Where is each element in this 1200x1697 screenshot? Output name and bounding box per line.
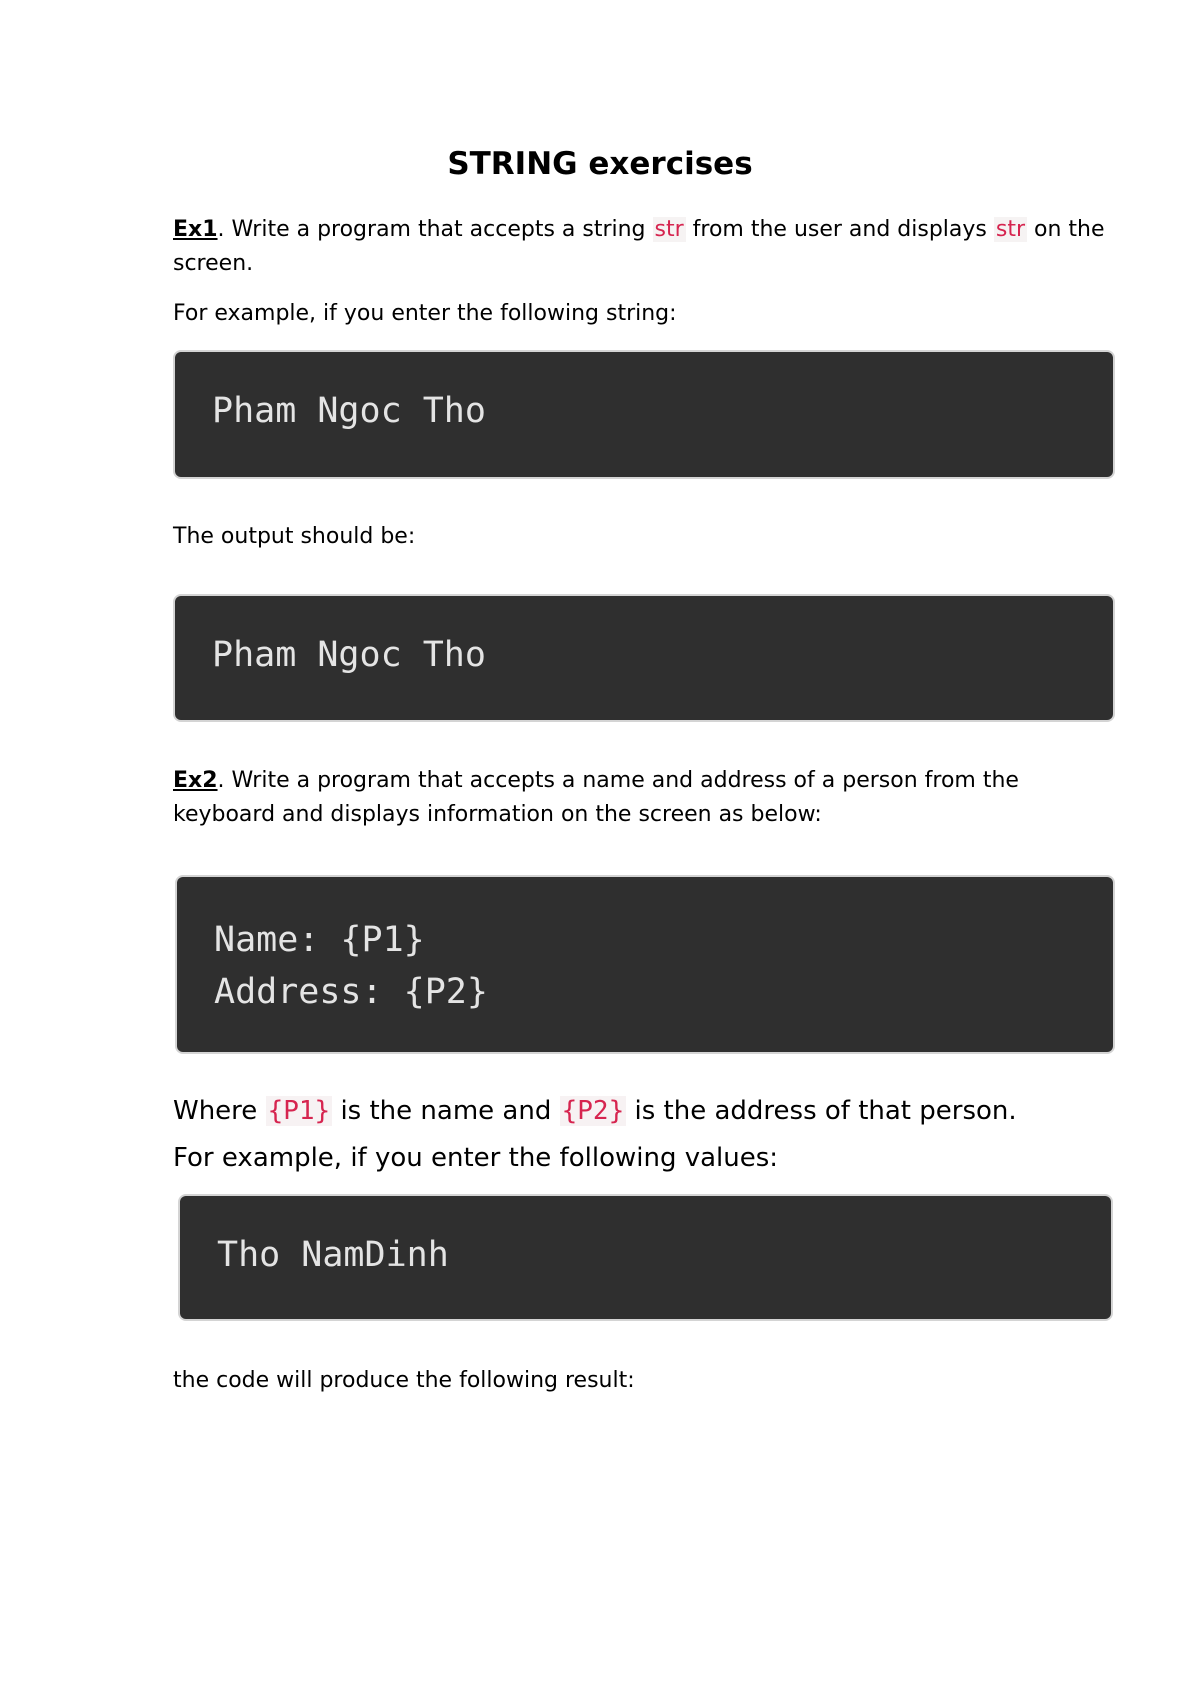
ex1-example-intro: For example, if you enter the following string: — [173, 301, 677, 326]
ex1-input-code-block — [175, 352, 1113, 477]
ex2-result-intro: the code will produce the following result: — [173, 1368, 635, 1393]
ex1-inline-code-str: str — [654, 217, 684, 242]
ex2-where-sentence — [173, 1088, 1123, 1134]
ex1-output-intro: The output should be: — [173, 524, 416, 549]
where-text-c: is the address of that person. — [626, 1096, 1017, 1126]
p1-inline-code: {P1} — [267, 1096, 331, 1126]
page-title: STRING exercises — [447, 146, 753, 182]
p2-inline-code: {P2} — [561, 1096, 625, 1126]
ex1-text-b: from the user and displays — [685, 217, 994, 242]
ex1-description — [173, 213, 1123, 281]
where-text-b: is the name and — [332, 1096, 560, 1126]
ex2-text: . Write a program that accepts a name and address of a person from the keyboard and displays information on the screen as below: — [173, 768, 1019, 827]
code-line: Name: {P1} — [214, 920, 425, 960]
code-line: Tho NamDinh — [217, 1235, 449, 1275]
code-line: Pham Ngoc Tho — [212, 391, 486, 431]
ex2-format-code-block — [177, 877, 1113, 1052]
ex1-text-c: on the screen. — [173, 217, 1105, 276]
ex2-description — [173, 764, 1123, 832]
ex2-input-code-block — [180, 1196, 1111, 1319]
code-line: Pham Ngoc Tho — [212, 635, 486, 675]
ex1-output-code-block — [175, 596, 1113, 720]
ex2-example-intro: For example, if you enter the following values: — [173, 1143, 779, 1173]
ex1-label: Ex1 — [173, 217, 218, 242]
ex1-text-a: . Write a program that accepts a string — [217, 217, 653, 242]
where-text-a: Where — [173, 1096, 266, 1126]
code-line: Address: {P2} — [214, 972, 488, 1012]
ex1-inline-code-str-2: str — [995, 217, 1026, 242]
ex2-label: Ex2 — [173, 768, 218, 793]
